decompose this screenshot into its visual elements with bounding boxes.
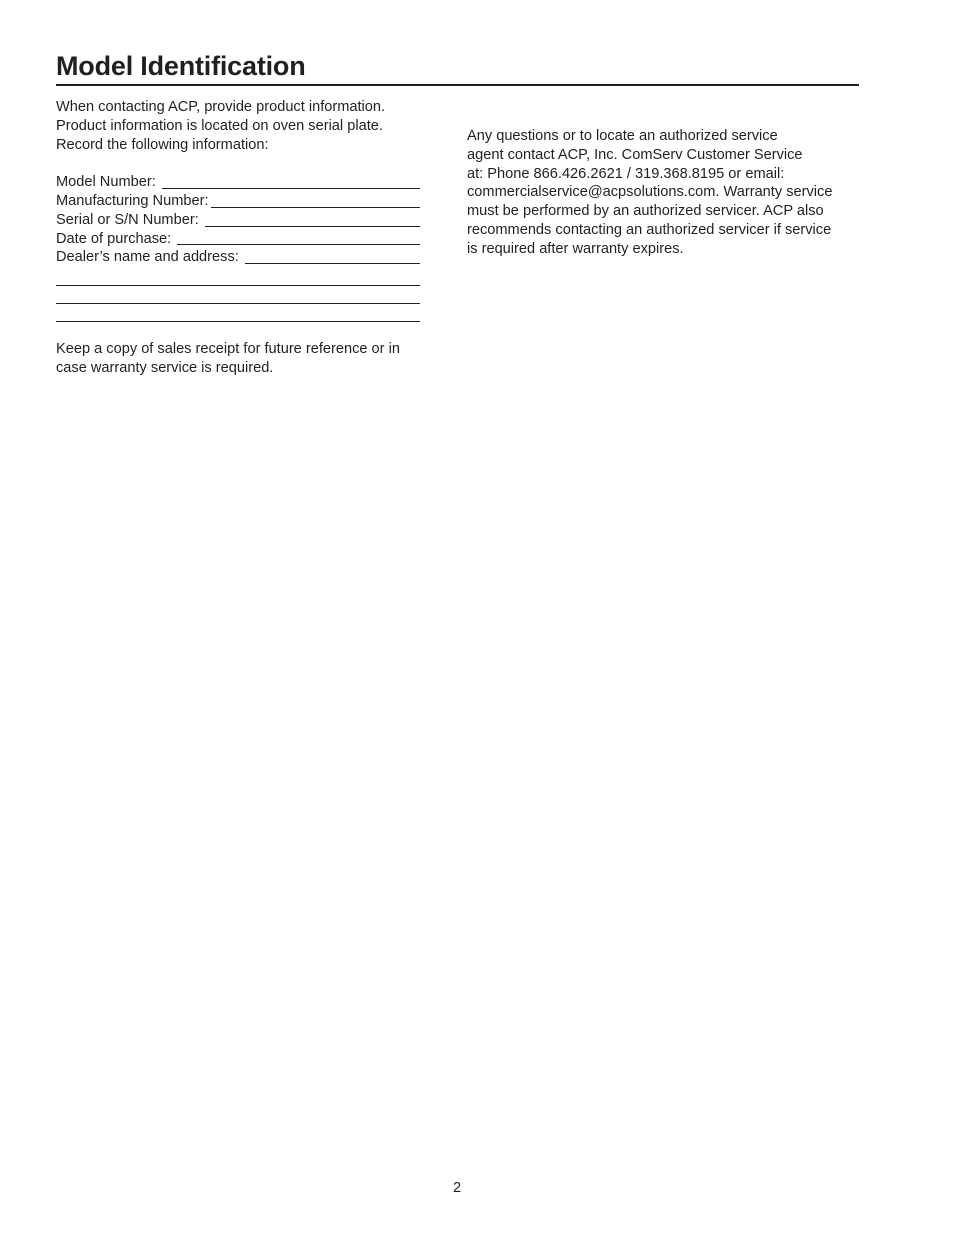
title-divider	[56, 84, 859, 86]
field-label: Model Number:	[56, 174, 156, 191]
fill-in-line	[162, 188, 420, 189]
fill-in-line	[205, 226, 420, 227]
service-contact-section	[467, 127, 867, 259]
contact-line: recommends contacting an authorized servicer if service	[467, 221, 832, 238]
receipt-note	[56, 340, 426, 378]
record-form	[56, 173, 436, 322]
field-label: Serial or S/N Number:	[56, 211, 199, 228]
intro-line: When contacting ACP, provide product information.	[56, 99, 386, 115]
intro-line: Product information is located on oven serial plate.	[56, 117, 383, 134]
contact-line: must be performed by an authorized servicer. ACP also	[467, 203, 824, 220]
blank-line	[56, 267, 420, 285]
fill-in-line	[177, 244, 420, 245]
intro-text	[56, 98, 436, 154]
contact-line: is required after warranty expires.	[467, 240, 684, 257]
date-of-purchase-field	[56, 230, 420, 249]
receipt-note-line: Keep a copy of sales receipt for future reference or in	[56, 341, 400, 358]
field-label: Date of purchase:	[56, 230, 172, 247]
dealer-name-address-field	[56, 248, 420, 267]
fill-in-line	[245, 263, 420, 264]
model-number-field	[56, 173, 420, 192]
contact-line: commercialservice@acpsolutions.com. Warranty service	[467, 184, 833, 201]
page-title: Model Identification	[56, 51, 306, 81]
contact-line: Any questions or to locate an authorized service	[467, 128, 778, 144]
intro-line: Record the following information:	[56, 136, 269, 153]
blank-line	[56, 304, 420, 322]
field-label: Manufacturing Number:	[56, 192, 209, 209]
manufacturing-number-field	[56, 192, 420, 211]
product-info-section	[56, 98, 436, 378]
dealer-address-lines	[56, 267, 436, 322]
serial-number-field	[56, 211, 420, 230]
receipt-note-line: case warranty service is required.	[56, 360, 274, 377]
page-number: 2	[452, 1180, 462, 1196]
contact-line: at: Phone 866.426.2621 / 319.368.8195 or email:	[467, 165, 785, 182]
field-label: Dealer’s name and address:	[56, 249, 239, 266]
fill-in-line	[211, 207, 421, 208]
blank-line	[56, 286, 420, 304]
contact-line: agent contact ACP, Inc. ComServ Customer Service	[467, 146, 803, 163]
